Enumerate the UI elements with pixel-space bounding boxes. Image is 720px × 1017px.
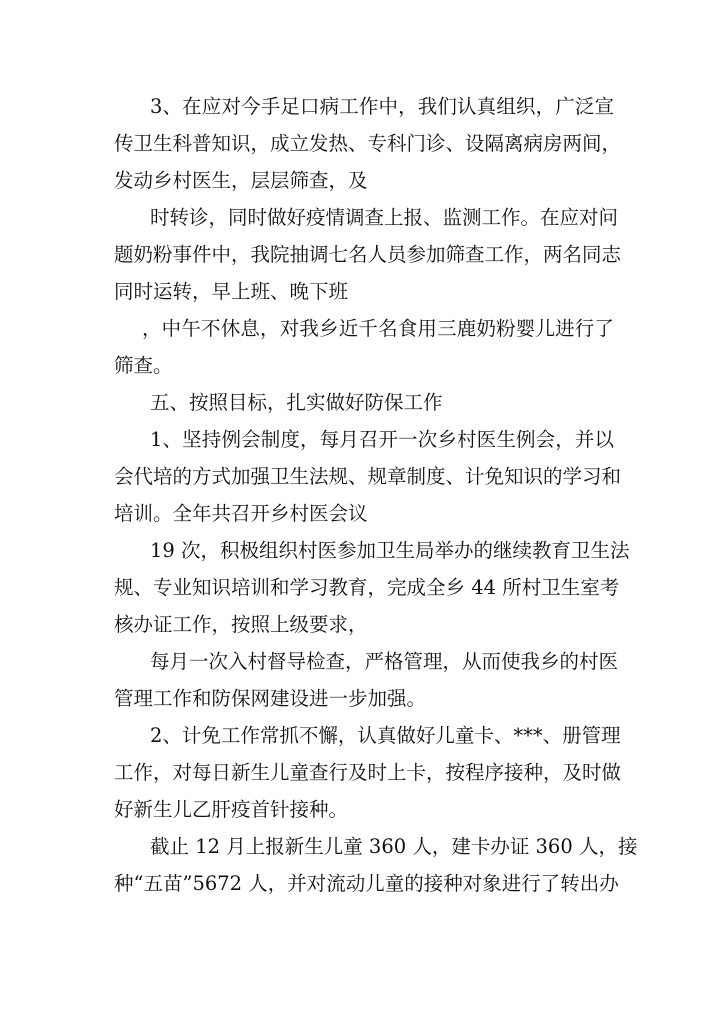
text-line: 管理工作和防保网建设进一步加强。 [114, 687, 427, 710]
text-line: ，中午不休息，对我乡近千名食用三鹿奶粉婴儿进行了 [142, 317, 614, 340]
text-line: 规、专业知识培训和学习教育，完成全乡 44 所村卫生室考 [114, 576, 620, 599]
text-line: 种“五苗”5672 人，并对流动儿童的接种对象进行了转出办 [114, 872, 619, 895]
text-line: 2、计免工作常抓不懈，认真做好儿童卡、***、册管理 [150, 724, 621, 747]
text-line: 时转诊，同时做好疫情调查上报、监测工作。在应对问 [150, 206, 619, 229]
text-line: 会代培的方式加强卫生法规、规章制度、计免知识的学习和 [114, 465, 622, 488]
text-line: 19 次，积极组织村医参加卫生局举办的继续教育卫生法 [150, 539, 630, 562]
text-line: 3、在应对今手足口病工作中，我们认真组织，广泛宣 [150, 95, 614, 118]
text-line: 核办证工作，按照上级要求， [114, 613, 368, 636]
text-line: 同时运转，早上班、晚下班 [114, 280, 349, 303]
text-line: 传卫生科普知识，成立发热、专科门诊、设隔离病房两间， [114, 132, 622, 155]
text-line: 每月一次入村督导检查，严格管理，从而使我乡的村医 [150, 650, 619, 673]
text-line: 1、坚持例会制度，每月召开一次乡村医生例会，并以 [150, 428, 614, 451]
text-line: 筛查。 [114, 354, 173, 377]
section-heading: 五、按照目标，扎实做好防保工作 [150, 391, 443, 414]
text-line: 截止 12 月上报新生儿童 360 人，建卡办证 360 人，接 [150, 835, 638, 858]
text-line: 工作，对每日新生儿童查行及时上卡，按程序接种，及时做 [114, 761, 622, 784]
text-line: 发动乡村医生，层层筛查，及 [114, 169, 368, 192]
text-line: 好新生儿乙肝疫首针接种。 [114, 798, 349, 821]
text-line: 题奶粉事件中，我院抽调七名人员参加筛查工作，两名同志 [114, 243, 622, 266]
document-body [114, 88, 638, 902]
text-line: 培训。全年共召开乡村医会议 [114, 502, 368, 525]
